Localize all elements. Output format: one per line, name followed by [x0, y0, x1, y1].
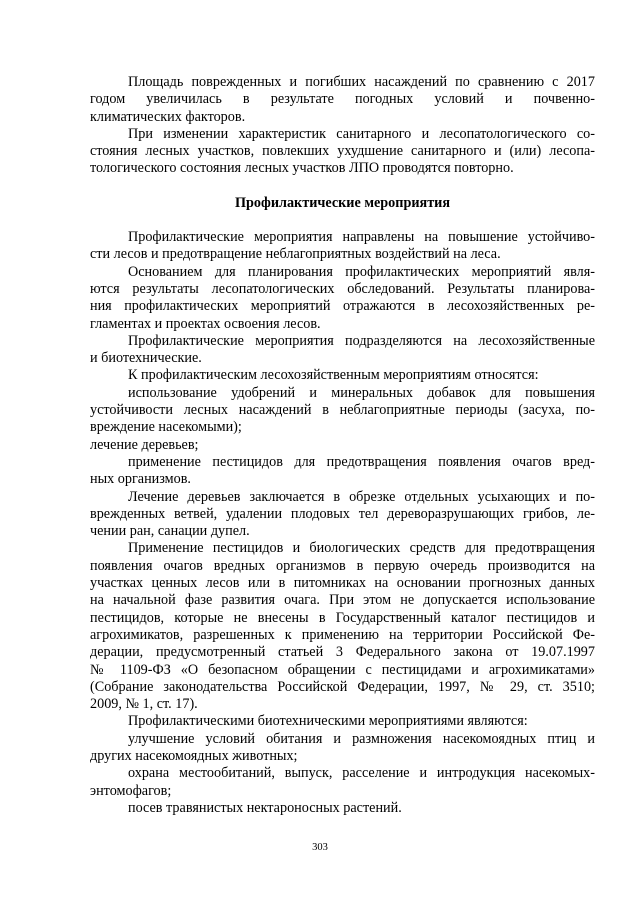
text-line: Площадь поврежденных и погибших насаждений по сравнению с 2017 [128, 74, 595, 90]
text-line: врежденных ветвей, удалении плодовых тел дереворазрушающих грибов, ле- [90, 505, 595, 522]
text-line: вреждение насекомыми); [90, 419, 242, 436]
text-line: Применение пестицидов и биологических средств для предотвращения [128, 540, 595, 557]
text-line: К профилактическим лесохозяйственным мероприятиям относятся: [128, 367, 539, 384]
text-line: сти лесов и предотвращение неблагоприятных воздействий на леса. [90, 246, 501, 263]
text-line: лечение деревьев; [90, 436, 199, 453]
text-line: дерации, предусмотренный статьей 3 Федерального закона от 19.07.1997 [90, 644, 595, 661]
section-heading: Профилактические мероприятия [234, 194, 451, 211]
list-item [90, 454, 595, 489]
paragraph [90, 264, 595, 333]
page-body [90, 74, 595, 817]
list-item [90, 437, 595, 454]
text-line: годом увеличилась в результате погодных условий и почвенно- [90, 91, 595, 108]
text-line: посев травянистых нектароносных растений. [128, 799, 402, 816]
text-line: появления очагов вредных организмов в первую очередь производится на [90, 557, 595, 574]
text-line: улучшение условий обитания и размножения насекомоядных птиц и [128, 730, 595, 747]
text-line: ных организмов. [90, 471, 191, 488]
text-line: чении ран, санации дупел. [90, 523, 250, 540]
paragraph [90, 126, 595, 178]
text-line: (Собрание законодательства Российской Федерации, 1997, № 29, ст. 3510; [90, 678, 595, 695]
text-line: устойчивости лесных насаждений в неблагоприятные периоды (засуха, по- [90, 402, 595, 419]
paragraph [90, 540, 595, 713]
spacer [90, 212, 595, 229]
page-number: 303 [312, 842, 328, 853]
text-line: ния профилактических мероприятий отражаются в лесохозяйственных ре- [90, 298, 595, 315]
paragraph [90, 489, 595, 541]
text-line: стояния лесных участков, повлекших ухудшение санитарного и (или) лесопа- [90, 143, 595, 160]
text-line: Профилактические мероприятия подразделяются на лесохозяйственные [128, 332, 595, 349]
text-line: климатических факторов. [90, 108, 246, 125]
text-line: гламентах и проектах освоения лесов. [90, 315, 321, 332]
paragraph [90, 333, 595, 368]
text-line: охрана местообитаний, выпуск, расселение и интродукция насекомых- [128, 765, 595, 782]
text-line: энтомофагов; [90, 782, 172, 799]
text-line: использование удобрений и минеральных добавок для повышения [128, 384, 595, 401]
list-item [90, 385, 595, 437]
text-line: и биотехнические. [90, 350, 202, 367]
text-line: Лечение деревьев заключается в обрезке отдельных усыхающих и по- [128, 488, 595, 505]
list-item [90, 765, 595, 800]
text-line: пестицидов, которые не внесены в Государственный каталог пестицидов и [90, 609, 595, 626]
text-line: участках ценных лесов или в питомниках на основании прогнозных данных [90, 575, 595, 592]
paragraph [90, 229, 595, 264]
text-line: Профилактические мероприятия направлены на повышение устойчиво- [128, 229, 595, 246]
text-line: Основанием для планирования профилактических мероприятий явля- [128, 263, 595, 280]
text-line: тологического состояния лесных участков ЛПО проводятся повторно. [90, 160, 514, 177]
text-line: № 1109-ФЗ «О безопасном обращении с пестицидами и агрохимикатами» [90, 661, 595, 678]
text-line: других насекомоядных животных; [90, 747, 298, 764]
text-line: агрохимикатов, разрешенных к применению на территории Российской Фе- [90, 626, 595, 643]
list-item [90, 800, 595, 817]
spacer [90, 178, 595, 195]
text-line: на начальной фазе развития очага. При этом не допускается использование [90, 592, 595, 609]
text-line: ются результаты лесопатологических обследований. Результаты планирова- [90, 280, 595, 297]
text-line: применение пестицидов для предотвращения появления очагов вред- [128, 453, 595, 470]
paragraph [90, 367, 595, 384]
paragraph [90, 74, 595, 126]
text-line: При изменении характеристик санитарного и лесопатологического со- [128, 125, 595, 142]
text-line: Профилактическими биотехническими мероприятиями являются: [128, 713, 528, 730]
paragraph [90, 713, 595, 730]
text-line: 2009, № 1, ст. 17). [90, 696, 198, 713]
list-item [90, 731, 595, 766]
